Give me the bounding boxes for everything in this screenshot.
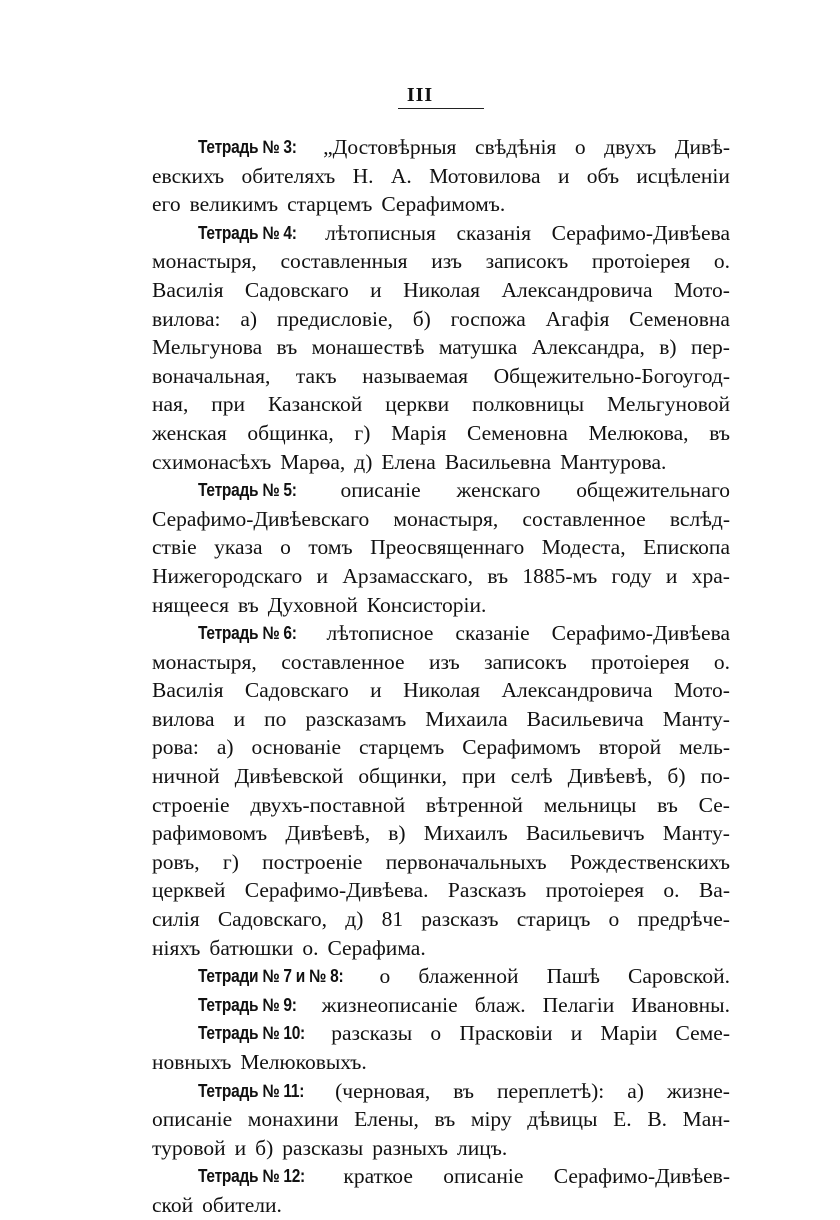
word: такъ — [295, 363, 337, 388]
word: Манту- — [662, 821, 730, 846]
word: в) — [388, 821, 406, 846]
word: году — [611, 563, 652, 588]
word: записокъ — [485, 249, 569, 274]
word: Саровской. — [628, 964, 730, 989]
word: Семеновна — [467, 420, 568, 445]
word: Мотовилова — [429, 163, 541, 188]
word: Серафимо-Дивѣевскаго — [152, 506, 370, 531]
word: Василія — [152, 277, 224, 302]
word: Мото- — [673, 678, 730, 703]
word: Александровича — [501, 277, 653, 302]
word: протоіерея — [591, 649, 690, 674]
text-line — [152, 390, 730, 419]
word: Михаила — [425, 706, 508, 731]
word: въ — [453, 1078, 474, 1103]
word: д) — [354, 449, 373, 474]
word: вилова: — [152, 306, 221, 331]
entry-heading-line — [152, 962, 730, 991]
word: пер- — [690, 335, 730, 360]
text-line — [152, 533, 730, 562]
word: описаніе — [340, 478, 421, 503]
word: вслѣд- — [669, 506, 730, 531]
text-line — [152, 905, 730, 934]
word: нящееся — [152, 592, 230, 617]
word: рафимовомъ — [152, 821, 268, 846]
word: Епископа — [643, 535, 730, 560]
text-line — [152, 305, 730, 334]
word: дѣвицы — [527, 1107, 598, 1132]
word: 1885-мъ — [522, 563, 598, 588]
word: по — [264, 706, 287, 731]
word: Серафимо-Дивѣева. — [244, 878, 429, 903]
text-line — [152, 648, 730, 677]
word: мельницы — [543, 792, 637, 817]
notebook-label: Тетрадь № 12: — [198, 1166, 305, 1187]
text-line — [152, 762, 730, 791]
word: его — [152, 192, 181, 217]
word: старицъ — [516, 907, 591, 932]
word: ской — [152, 1192, 194, 1217]
text-line — [152, 333, 730, 362]
word: общинки, — [358, 764, 447, 789]
word: въ — [434, 1107, 456, 1132]
word: б) — [255, 1135, 274, 1160]
word: объ — [586, 163, 620, 188]
text-line — [152, 162, 730, 191]
word: Прасковіи — [459, 1021, 553, 1046]
word: Ман- — [682, 1107, 730, 1132]
document-body — [152, 133, 730, 1220]
word: второй — [598, 735, 662, 760]
text-line — [152, 934, 730, 963]
word: исцѣленіи — [636, 163, 730, 188]
text-line — [152, 505, 730, 534]
word: Серафимомъ — [462, 735, 581, 760]
word: записокъ — [484, 649, 567, 674]
word: Серафима. — [327, 935, 426, 960]
word: старцемъ — [287, 192, 373, 217]
word: б) — [667, 764, 686, 789]
word: В. — [647, 1107, 668, 1132]
word: а) — [216, 735, 234, 760]
word: в) — [659, 335, 677, 360]
word: Васильевичъ — [525, 821, 645, 846]
word: Дивѣевѣ, — [285, 821, 371, 846]
word: Ивановны. — [631, 992, 730, 1017]
text-line — [152, 448, 730, 477]
notebook-label: Тетрадь № 5: — [198, 480, 297, 501]
word: Нижегородскаго — [152, 563, 303, 588]
word: разсказы — [282, 1135, 364, 1160]
word: Мелюковыхъ. — [240, 1050, 367, 1074]
word: ніяхъ — [152, 935, 201, 960]
word: Садовскаго, — [217, 907, 328, 932]
text-line — [152, 190, 730, 219]
word: монахини — [247, 1107, 339, 1132]
word: а) — [627, 1078, 644, 1103]
notebook-label: Тетради № 7 и № 8: — [198, 966, 344, 987]
word: Мелюкова, — [588, 420, 689, 445]
word: Елены, — [354, 1107, 419, 1132]
word: разсказъ — [421, 907, 499, 932]
word: указа — [214, 535, 263, 560]
word: Садовскаго — [244, 678, 349, 703]
word: церкви — [385, 392, 450, 417]
word: монастыря, — [393, 506, 499, 531]
word: описаніе — [152, 1107, 233, 1132]
word: и — [665, 563, 678, 588]
word: б) — [412, 306, 431, 331]
word: Мельгуновой — [606, 392, 730, 417]
text-line — [152, 1134, 730, 1163]
word: новныхъ — [152, 1050, 232, 1074]
word: жизнеописаніе — [321, 992, 458, 1017]
word: полковницы — [472, 392, 585, 417]
word: первоначальныхъ — [385, 849, 547, 874]
entry-heading-line — [152, 133, 730, 162]
word: Се- — [698, 792, 730, 817]
text-line — [152, 676, 730, 705]
word: и — [370, 678, 382, 703]
word: называемая — [362, 363, 469, 388]
word: составленное — [522, 506, 646, 531]
notebook-label: Тетрадь № 10: — [198, 1023, 305, 1044]
word: общинка, — [247, 420, 334, 445]
word: мель- — [679, 735, 730, 760]
text-line — [152, 876, 730, 905]
word: въ — [657, 792, 678, 817]
word: женская — [152, 420, 227, 445]
word: сказанія — [456, 220, 532, 245]
word: „Достовѣрныя — [323, 135, 457, 159]
word: при — [211, 392, 246, 417]
word: Рождественскихъ — [569, 849, 730, 874]
word: общежительнаго — [576, 478, 730, 503]
word: Серафимомъ. — [381, 192, 506, 217]
word: Мельгунова — [152, 335, 263, 360]
word: о. — [302, 935, 319, 960]
word: Ва- — [698, 878, 730, 903]
word: Казанской — [268, 392, 363, 417]
word: Марія — [391, 420, 447, 445]
word: жизне- — [666, 1078, 730, 1103]
entry-heading-line — [152, 619, 730, 648]
word: и — [570, 1021, 583, 1046]
word: о — [379, 964, 391, 989]
word: составленныя — [280, 249, 408, 274]
text-line — [152, 1191, 730, 1220]
word: селѣ — [510, 764, 553, 789]
word: свѣдѣнія — [474, 135, 557, 159]
word: евскихъ — [152, 163, 225, 188]
word: Агафія — [545, 306, 610, 331]
word: строеніе — [152, 792, 230, 817]
word: Михаилъ — [423, 821, 508, 846]
word: о. — [663, 878, 680, 903]
word: томъ — [308, 535, 353, 560]
word: госпожа — [450, 306, 526, 331]
text-line — [152, 819, 730, 848]
notebook-label: Тетрадь № 3: — [198, 137, 297, 157]
word: д) — [345, 907, 364, 932]
word: о. — [713, 649, 730, 674]
word: Общежительно-Богоугод- — [493, 363, 730, 388]
word: Н. — [352, 163, 374, 188]
word: (черновая, — [335, 1078, 431, 1103]
text-line — [152, 791, 730, 820]
word: монашествѣ — [311, 335, 425, 360]
notebook-label: Тетрадь № 6: — [198, 623, 297, 644]
word: батюшки — [209, 935, 294, 960]
text-line — [152, 562, 730, 591]
word: предисловіе, — [276, 306, 393, 331]
page-number: III — [406, 84, 434, 106]
word: Николая — [403, 277, 481, 302]
word: по- — [700, 764, 730, 789]
notebook-label: Тетрадь № 4: — [198, 222, 297, 243]
word: при — [462, 764, 496, 789]
text-line — [152, 362, 730, 391]
header-rule — [398, 108, 484, 109]
word: Дивѣевѣ, — [567, 764, 653, 789]
word: и — [370, 277, 382, 302]
text-line — [152, 1048, 730, 1077]
word: вилова — [152, 706, 215, 731]
word: протоіерея — [545, 878, 645, 903]
entry-heading-line — [152, 1019, 730, 1048]
word: старцемъ — [358, 735, 445, 760]
text-line — [152, 247, 730, 276]
word: сказаніе — [455, 621, 530, 646]
word: монастыря, — [152, 649, 257, 674]
entry-heading-line — [152, 476, 730, 505]
word: предрѣче- — [637, 907, 730, 932]
word: Семе- — [675, 1021, 730, 1046]
word: Садовскаго — [244, 277, 349, 302]
word: матушка — [438, 335, 518, 360]
text-line — [152, 419, 730, 448]
entry-heading-line — [152, 1162, 730, 1191]
word: Консисторіи. — [366, 592, 487, 617]
word: а) — [240, 306, 258, 331]
notebook-label: Тетрадь № 11: — [198, 1080, 305, 1101]
word: изъ — [428, 649, 460, 674]
word: 81 — [381, 907, 404, 932]
word: протоіерея — [591, 249, 691, 274]
word: Маріи — [600, 1021, 658, 1046]
notebook-label: Тетрадь № 9: — [198, 994, 297, 1015]
word: разныхъ — [372, 1135, 448, 1160]
word: Мото- — [673, 277, 730, 302]
word: въ — [709, 420, 730, 445]
word: и — [557, 163, 570, 188]
word: въ — [487, 563, 509, 588]
word: обителяхъ — [241, 163, 336, 188]
text-line — [152, 705, 730, 734]
word: Александровича — [501, 678, 653, 703]
text-line — [152, 276, 730, 305]
word: краткое — [343, 1164, 413, 1189]
word: и — [233, 706, 246, 731]
word: Серафимо-Дивѣев- — [553, 1164, 730, 1189]
word: двухъ-поставной — [250, 792, 406, 817]
word: основаніе — [251, 735, 342, 760]
word: Елена — [381, 449, 436, 474]
text-line — [152, 848, 730, 877]
word: ствіе — [152, 535, 197, 560]
word: Александра, — [531, 335, 645, 360]
word: въ — [238, 592, 259, 617]
word: Васильевна — [444, 449, 552, 474]
word: Дивѣ- — [674, 135, 730, 159]
word: рова: — [152, 735, 199, 760]
word: Марѳа, — [280, 449, 346, 474]
word: блаж. — [474, 992, 526, 1017]
word: о — [280, 535, 291, 560]
word: Преосвященнаго — [370, 535, 525, 560]
word: Пашѣ — [546, 964, 600, 989]
word: ровъ, — [152, 849, 200, 874]
word: г) — [354, 420, 371, 445]
entry-heading-line — [152, 1077, 730, 1106]
word: воначальная, — [152, 363, 271, 388]
word: Е. — [613, 1107, 632, 1132]
word: А. — [390, 163, 412, 188]
word: описаніе — [443, 1164, 524, 1189]
word: и — [234, 1135, 247, 1160]
word: монастыря, — [152, 249, 257, 274]
word: схимонасѣхъ — [152, 449, 272, 474]
word: Арзамасскаго, — [342, 563, 474, 588]
word: туровой — [152, 1135, 226, 1160]
word: переплетѣ): — [496, 1078, 605, 1103]
word: г) — [222, 849, 239, 874]
word: міру — [470, 1107, 512, 1132]
word: ная, — [152, 392, 189, 417]
word: разсказамъ — [305, 706, 407, 731]
word: блаженной — [418, 964, 519, 989]
word: вѣтренной — [425, 792, 523, 817]
entry-heading-line — [152, 219, 730, 248]
word: разсказы — [331, 1021, 413, 1046]
word: построеніе — [262, 849, 363, 874]
word: Серафимо-Дивѣева — [551, 220, 730, 245]
word: въ — [276, 335, 298, 360]
word: лицъ. — [456, 1135, 508, 1160]
word: Модеста, — [541, 535, 626, 560]
word: силія — [152, 907, 200, 932]
word: Мантурова. — [560, 449, 667, 474]
text-line — [152, 591, 730, 620]
entry-heading-line — [152, 991, 730, 1020]
word: лѣтописныя — [325, 220, 436, 245]
word: о. — [713, 249, 730, 274]
word: Семеновна — [629, 306, 730, 331]
word: о — [430, 1021, 442, 1046]
word: Манту- — [662, 706, 730, 731]
word: обители. — [202, 1192, 282, 1217]
word: великимъ — [189, 192, 279, 217]
word: Василія — [152, 678, 224, 703]
word: изъ — [431, 249, 462, 274]
word: Васильевича — [526, 706, 644, 731]
word: Серафимо-Дивѣева — [551, 621, 730, 646]
word: церквей — [152, 878, 226, 903]
word: хра- — [691, 563, 730, 588]
word: Разсказъ — [447, 878, 527, 903]
word: о — [608, 907, 620, 932]
text-line — [152, 1105, 730, 1134]
word: лѣтописное — [326, 621, 434, 646]
word: о — [574, 135, 586, 159]
word: Николая — [403, 678, 481, 703]
word: Пелагіи — [542, 992, 615, 1017]
word: женскаго — [456, 478, 541, 503]
word: Дивѣевской — [234, 764, 344, 789]
word: и — [316, 563, 329, 588]
word: Духовной — [267, 592, 358, 617]
word: ничной — [152, 764, 220, 789]
word: составленное — [281, 649, 405, 674]
word: двухъ — [604, 135, 657, 159]
text-line — [152, 733, 730, 762]
